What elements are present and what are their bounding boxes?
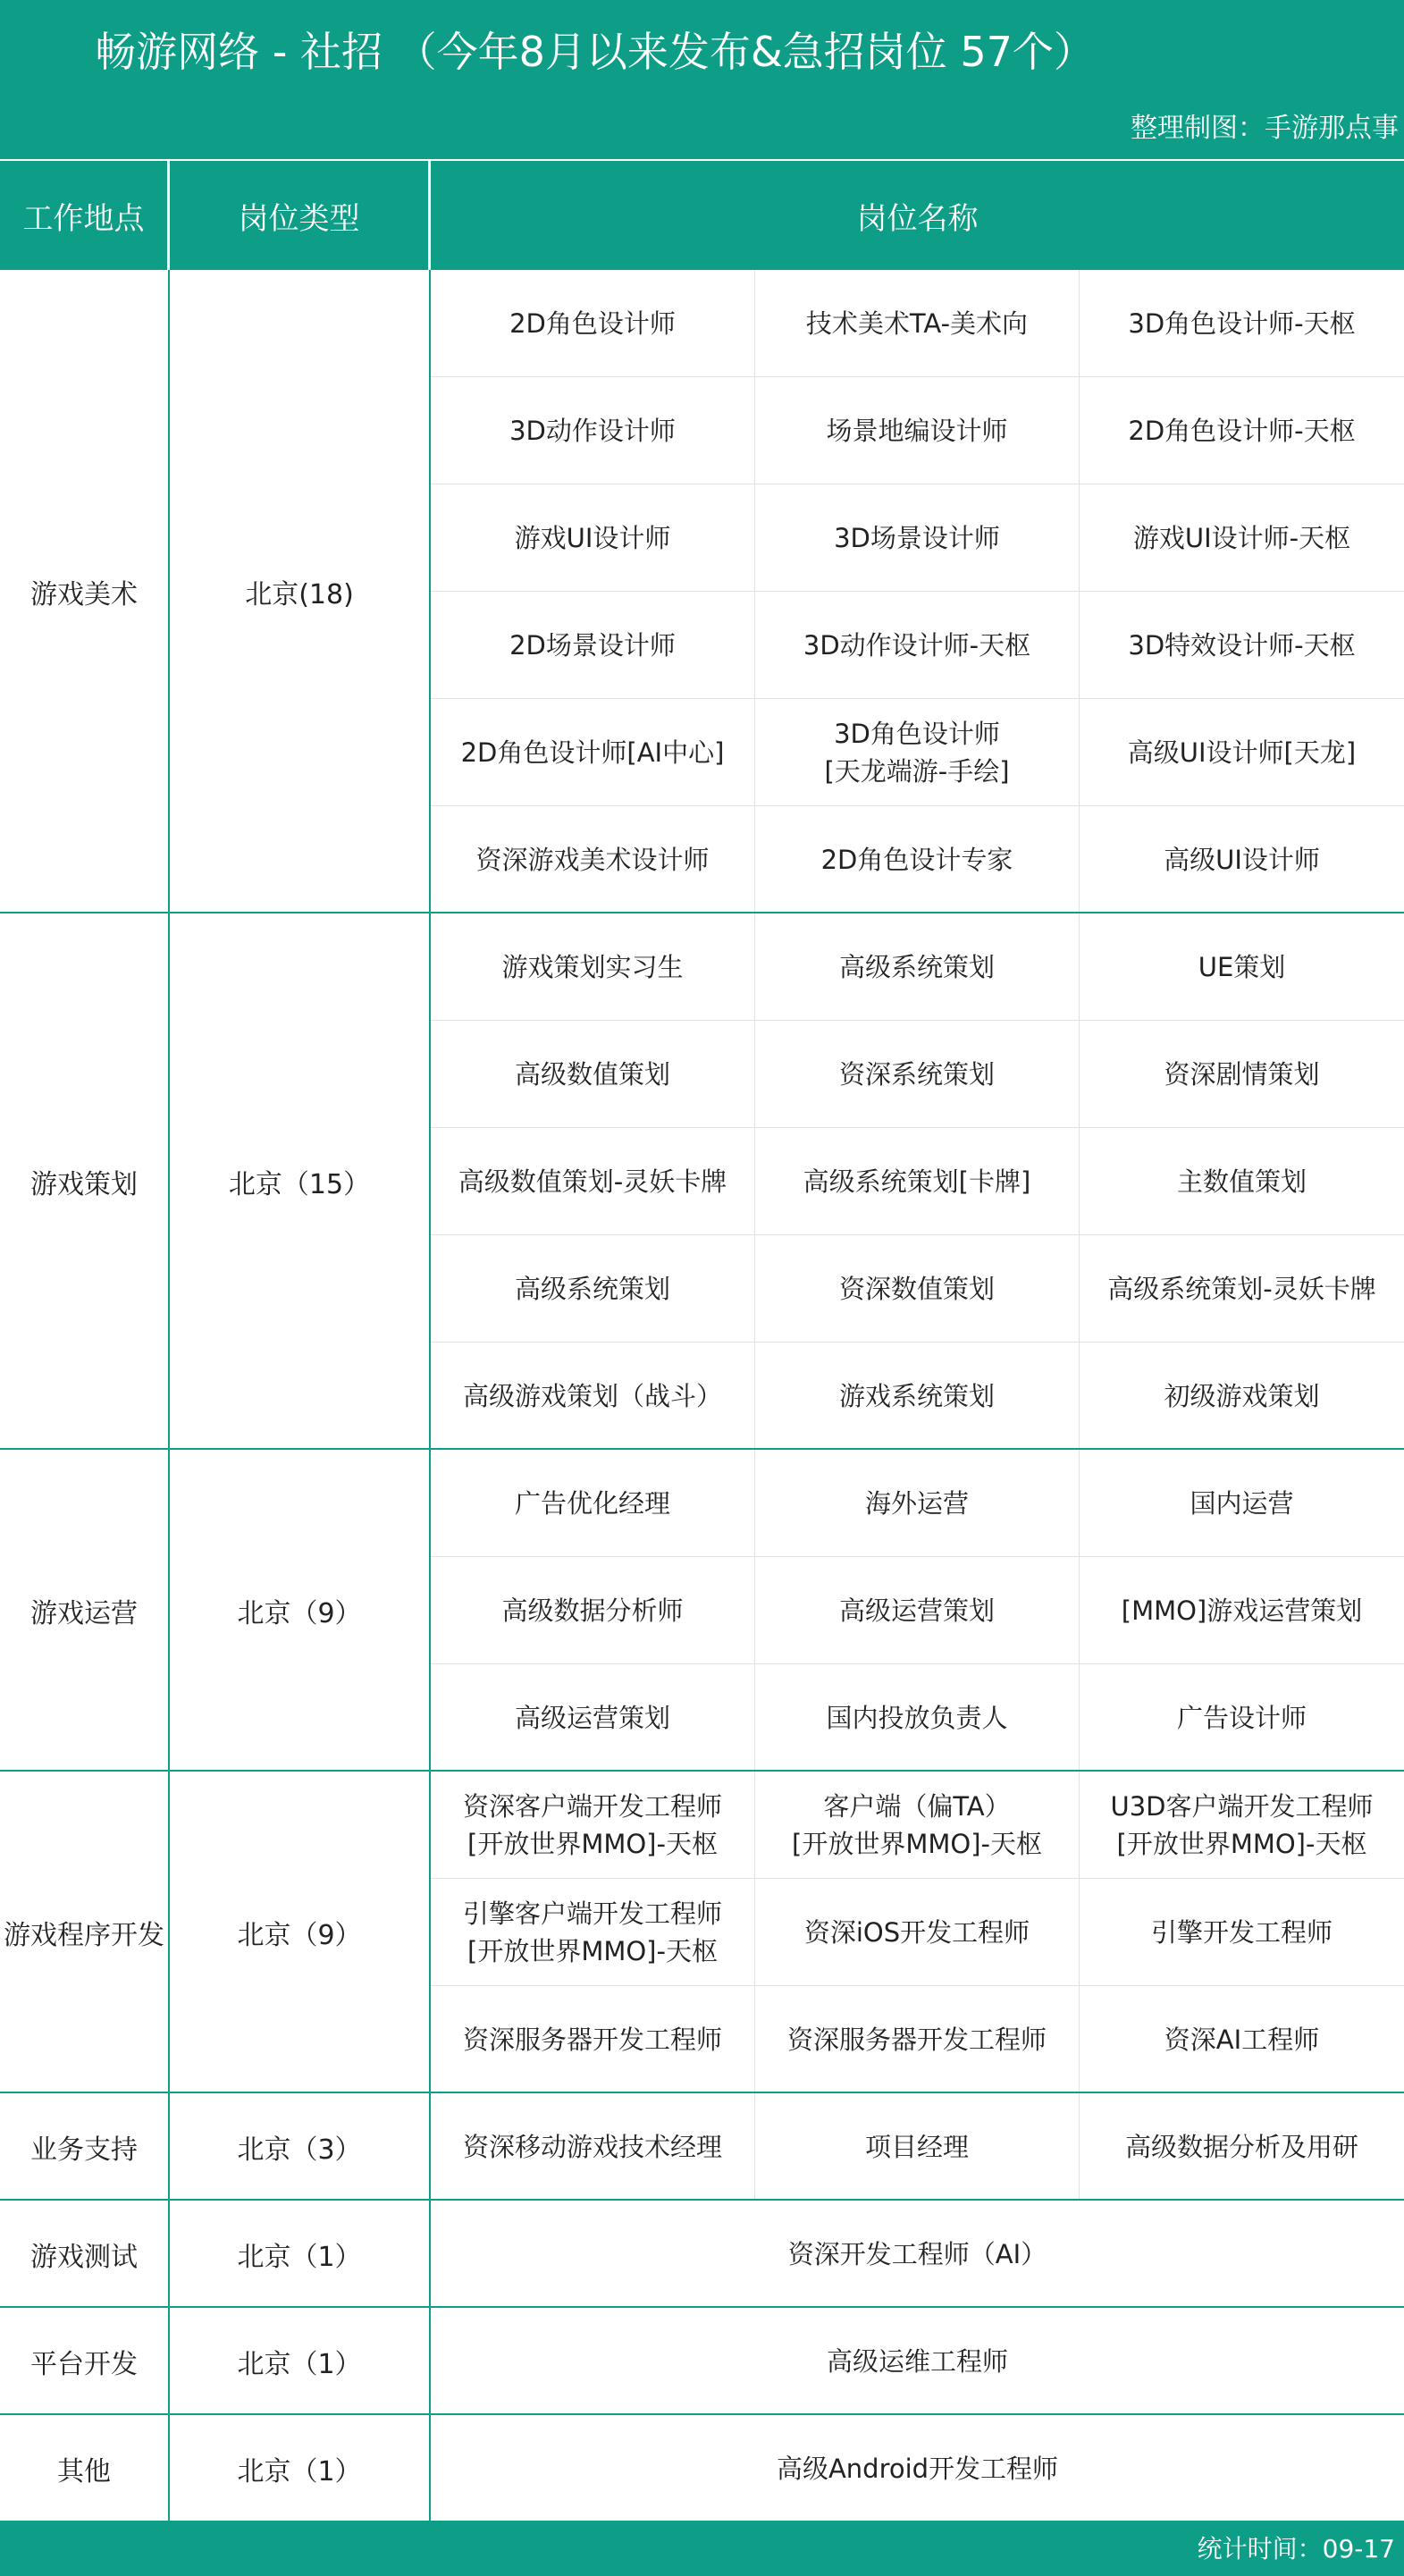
location-cell: 北京（9）: [170, 1450, 431, 1772]
location-cell: 北京（1）: [170, 2201, 431, 2308]
job-title-cell: 游戏UI设计师-天枢: [1080, 484, 1404, 592]
job-title-cell: 资深游戏美术设计师: [431, 806, 755, 913]
job-cells: [431, 2308, 1404, 2415]
footer-bar: [0, 2522, 1404, 2576]
job-title-cell: 3D特效设计师-天枢: [1080, 592, 1404, 699]
location-cell: 北京（9）: [170, 1772, 431, 2093]
job-title-cell: 2D场景设计师: [431, 592, 755, 699]
column-header-type: 岗位类型: [170, 161, 431, 270]
job-title-cell: [MMO]游戏运营策划: [1080, 1557, 1404, 1664]
job-title-cell: U3D客户端开发工程师 [开放世界MMO]-天枢: [1080, 1772, 1404, 1879]
job-title-cell: 高级游戏策划（战斗）: [431, 1343, 755, 1450]
job-title-cell: 资深开发工程师（AI）: [787, 2239, 1047, 2269]
job-title-cell: 高级系统策划-灵妖卡牌: [1080, 1235, 1404, 1343]
job-title-cell: 资深服务器开发工程师: [431, 1986, 755, 2093]
job-title-cell: 3D角色设计师 [天龙端游-手绘]: [755, 699, 1080, 806]
column-header-location: 工作地点: [0, 161, 170, 270]
job-title-cell: 游戏策划实习生: [431, 913, 755, 1021]
section-row: [0, 2415, 1404, 2522]
table-header: [0, 161, 1404, 270]
job-title-cell: 3D场景设计师: [755, 484, 1080, 592]
job-title-cell: 高级运营策划: [755, 1557, 1080, 1664]
job-title-cell: 海外运营: [755, 1450, 1080, 1557]
location-cell: 北京（1）: [170, 2415, 431, 2522]
job-title-cell: 引擎客户端开发工程师 [开放世界MMO]-天枢: [431, 1879, 755, 1986]
job-title-cell: 资深数值策划: [755, 1235, 1080, 1343]
job-title-cell: 资深服务器开发工程师: [755, 1986, 1080, 2093]
location-cell: 北京（1）: [170, 2308, 431, 2415]
job-title-cell: 主数值策划: [1080, 1128, 1404, 1235]
category-cell: 游戏测试: [0, 2201, 170, 2308]
job-cells: [431, 913, 1404, 1450]
job-title-cell: 国内运营: [1080, 1450, 1404, 1557]
job-title-cell: 游戏UI设计师: [431, 484, 755, 592]
job-title-cell: 2D角色设计师[AI中心]: [431, 699, 755, 806]
job-title-cell: 项目经理: [755, 2093, 1080, 2201]
job-title-cell: 国内投放负责人: [755, 1664, 1080, 1772]
location-cell: 北京(18): [170, 270, 431, 913]
job-title-cell: 资深客户端开发工程师 [开放世界MMO]-天枢: [431, 1772, 755, 1879]
job-title-cell: 高级运营策划: [431, 1664, 755, 1772]
job-cells: [431, 2093, 1404, 2201]
location-cell: 北京（15）: [170, 913, 431, 1450]
job-title-cell: 广告设计师: [1176, 1703, 1307, 1733]
job-title-cell: 3D动作设计师: [431, 377, 755, 484]
job-cells: [431, 2201, 1404, 2308]
job-title-cell: 高级系统策划: [431, 1235, 755, 1343]
category-cell: 游戏程序开发: [0, 1772, 170, 2093]
category-cell: 平台开发: [0, 2308, 170, 2415]
job-title-cell: 资深系统策划: [755, 1021, 1080, 1128]
job-cells: [431, 1772, 1404, 2093]
job-title-cell: 场景地编设计师: [755, 377, 1080, 484]
job-title-cell: 2D角色设计专家: [755, 806, 1080, 913]
location-cell: 北京（3）: [170, 2093, 431, 2201]
job-title-cell: 游戏系统策划: [755, 1343, 1080, 1450]
job-title-cell: 广告优化经理: [431, 1450, 755, 1557]
job-title-cell: 资深剧情策划: [1080, 1021, 1404, 1128]
job-title-cell: 高级数据分析师: [431, 1557, 755, 1664]
job-title-cell: 资深移动游戏技术经理: [431, 2093, 755, 2201]
section-row: [0, 2201, 1404, 2308]
job-title-cell: 资深AI工程师: [1164, 2025, 1320, 2055]
section-row: [0, 270, 1404, 913]
job-title-cell: 高级系统策划: [755, 913, 1080, 1021]
header-banner: [0, 0, 1404, 161]
job-title-cell: 高级UI设计师[天龙]: [1080, 699, 1404, 806]
job-title-cell: 资深iOS开发工程师: [755, 1879, 1080, 1986]
stat-time: 统计时间：09-17: [1197, 2534, 1395, 2563]
job-title-cell: 客户端（偏TA） [开放世界MMO]-天枢: [755, 1772, 1080, 1879]
job-title-cell: 高级数值策划: [431, 1021, 755, 1128]
job-title-cell: 3D角色设计师-天枢: [1080, 270, 1404, 377]
section-row: [0, 2308, 1404, 2415]
job-title-cell: 高级数值策划-灵妖卡牌: [431, 1128, 755, 1235]
job-cells: [431, 1450, 1404, 1772]
category-cell: 游戏运营: [0, 1450, 170, 1772]
page-title: 畅游网络 - 社招 （今年8月以来发布&急招岗位 57个）: [95, 28, 1095, 76]
section-row: [0, 1450, 1404, 1772]
credit-text: 整理制图：手游那点事: [1131, 113, 1399, 144]
category-cell: 其他: [0, 2415, 170, 2522]
job-title-cell: 2D角色设计师: [431, 270, 755, 377]
job-title-cell: 高级数据分析及用研: [1124, 2132, 1358, 2162]
category-cell: 游戏美术: [0, 270, 170, 913]
category-cell: 游戏策划: [0, 913, 170, 1450]
section-row: [0, 913, 1404, 1450]
job-title-cell: 3D动作设计师-天枢: [755, 592, 1080, 699]
section-row: [0, 2093, 1404, 2201]
job-title-cell: 高级运维工程师: [826, 2346, 1008, 2377]
job-title-cell: 技术美术TA-美术向: [755, 270, 1080, 377]
column-header-name: 岗位名称: [856, 200, 979, 237]
job-title-cell: 高级UI设计师: [1164, 845, 1320, 875]
job-title-cell: 初级游戏策划: [1164, 1381, 1320, 1411]
jobs-table: [0, 270, 1404, 2522]
job-title-cell: UE策划: [1080, 913, 1404, 1021]
job-title-cell: 高级Android开发工程师: [776, 2454, 1059, 2484]
category-cell: 业务支持: [0, 2093, 170, 2201]
job-cells: [431, 270, 1404, 913]
job-cells: [431, 2415, 1404, 2522]
job-title-cell: 高级系统策划[卡牌]: [755, 1128, 1080, 1235]
job-title-cell: 引擎开发工程师: [1080, 1879, 1404, 1986]
section-row: [0, 1772, 1404, 2093]
job-title-cell: 2D角色设计师-天枢: [1080, 377, 1404, 484]
